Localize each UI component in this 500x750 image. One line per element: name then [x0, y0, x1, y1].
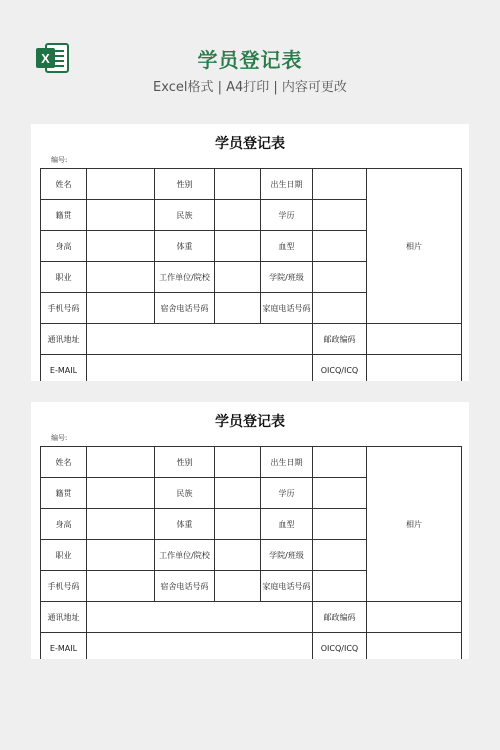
label-name: 姓名 [41, 447, 87, 478]
label-gender: 性别 [155, 169, 215, 200]
label-email: E-MAIL [41, 355, 87, 382]
value-birth-date[interactable] [313, 447, 367, 478]
label-occupation: 职业 [41, 262, 87, 293]
label-weight: 体重 [155, 231, 215, 262]
form-title: 学员登记表 [215, 414, 285, 430]
label-mobile: 手机号码 [41, 571, 87, 602]
label-dorm-phone: 宿舍电话号码 [155, 571, 215, 602]
label-email: E-MAIL [41, 633, 87, 660]
table-row [41, 602, 462, 633]
svg-text:X: X [41, 51, 50, 66]
label-home-phone: 家庭电话号码 [261, 293, 313, 324]
value-native-place[interactable] [87, 478, 155, 509]
value-department[interactable] [313, 262, 367, 293]
label-qq: OICQ/ICQ [313, 633, 367, 660]
label-employer: 工作单位/院校 [155, 262, 215, 293]
table-row [41, 633, 462, 660]
table-row [41, 447, 462, 478]
value-name[interactable] [87, 447, 155, 478]
value-email[interactable] [87, 355, 313, 382]
form-title: 学员登记表 [215, 136, 285, 152]
value-occupation[interactable] [87, 262, 155, 293]
table-row [41, 324, 462, 355]
serial-number-label: 编号: [51, 434, 68, 442]
label-native-place: 籍贯 [41, 478, 87, 509]
label-name: 姓名 [41, 169, 87, 200]
label-mobile: 手机号码 [41, 293, 87, 324]
value-birth-date[interactable] [313, 169, 367, 200]
page-subtitle: Excel格式 | A4打印 | 内容可更改 [153, 80, 347, 95]
value-education[interactable] [313, 478, 367, 509]
label-employer: 工作单位/院校 [155, 540, 215, 571]
value-home-phone[interactable] [313, 293, 367, 324]
value-gender[interactable] [215, 447, 261, 478]
label-height: 身高 [41, 231, 87, 262]
table-row [41, 355, 462, 382]
label-occupation: 职业 [41, 540, 87, 571]
value-mobile[interactable] [87, 571, 155, 602]
table-row [41, 169, 462, 200]
label-postcode: 邮政编码 [313, 602, 367, 633]
value-native-place[interactable] [87, 200, 155, 231]
label-native-place: 籍贯 [41, 200, 87, 231]
page-title: 学员登记表 [197, 48, 303, 72]
value-mobile[interactable] [87, 293, 155, 324]
value-qq[interactable] [367, 633, 462, 660]
registration-table [40, 168, 462, 381]
value-employer[interactable] [215, 540, 261, 571]
value-qq[interactable] [367, 355, 462, 382]
value-home-phone[interactable] [313, 571, 367, 602]
label-education: 学历 [261, 200, 313, 231]
value-gender[interactable] [215, 169, 261, 200]
label-blood-type: 血型 [261, 509, 313, 540]
value-email[interactable] [87, 633, 313, 660]
label-ethnicity: 民族 [155, 478, 215, 509]
label-birth-date: 出生日期 [261, 169, 313, 200]
value-department[interactable] [313, 540, 367, 571]
form-preview-1 [31, 124, 469, 381]
value-postcode[interactable] [367, 324, 462, 355]
label-qq: OICQ/ICQ [313, 355, 367, 382]
value-postcode[interactable] [367, 602, 462, 633]
value-height[interactable] [87, 231, 155, 262]
value-ethnicity[interactable] [215, 200, 261, 231]
value-dorm-phone[interactable] [215, 571, 261, 602]
value-address[interactable] [87, 324, 313, 355]
photo-cell[interactable]: 相片 [367, 447, 462, 602]
label-height: 身高 [41, 509, 87, 540]
value-education[interactable] [313, 200, 367, 231]
value-dorm-phone[interactable] [215, 293, 261, 324]
page-header [0, 0, 500, 110]
value-weight[interactable] [215, 509, 261, 540]
label-home-phone: 家庭电话号码 [261, 571, 313, 602]
registration-table [40, 446, 462, 659]
label-dorm-phone: 宿舍电话号码 [155, 293, 215, 324]
label-department: 学院/班级 [261, 262, 313, 293]
form-preview-2 [31, 402, 469, 659]
label-education: 学历 [261, 478, 313, 509]
label-postcode: 邮政编码 [313, 324, 367, 355]
value-height[interactable] [87, 509, 155, 540]
label-ethnicity: 民族 [155, 200, 215, 231]
value-name[interactable] [87, 169, 155, 200]
value-weight[interactable] [215, 231, 261, 262]
label-blood-type: 血型 [261, 231, 313, 262]
value-ethnicity[interactable] [215, 478, 261, 509]
value-blood-type[interactable] [313, 509, 367, 540]
value-blood-type[interactable] [313, 231, 367, 262]
label-department: 学院/班级 [261, 540, 313, 571]
value-address[interactable] [87, 602, 313, 633]
serial-number-label: 编号: [51, 156, 68, 164]
value-occupation[interactable] [87, 540, 155, 571]
value-employer[interactable] [215, 262, 261, 293]
label-birth-date: 出生日期 [261, 447, 313, 478]
photo-cell[interactable]: 相片 [367, 169, 462, 324]
label-gender: 性别 [155, 447, 215, 478]
label-weight: 体重 [155, 509, 215, 540]
label-address: 通讯地址 [41, 324, 87, 355]
label-address: 通讯地址 [41, 602, 87, 633]
